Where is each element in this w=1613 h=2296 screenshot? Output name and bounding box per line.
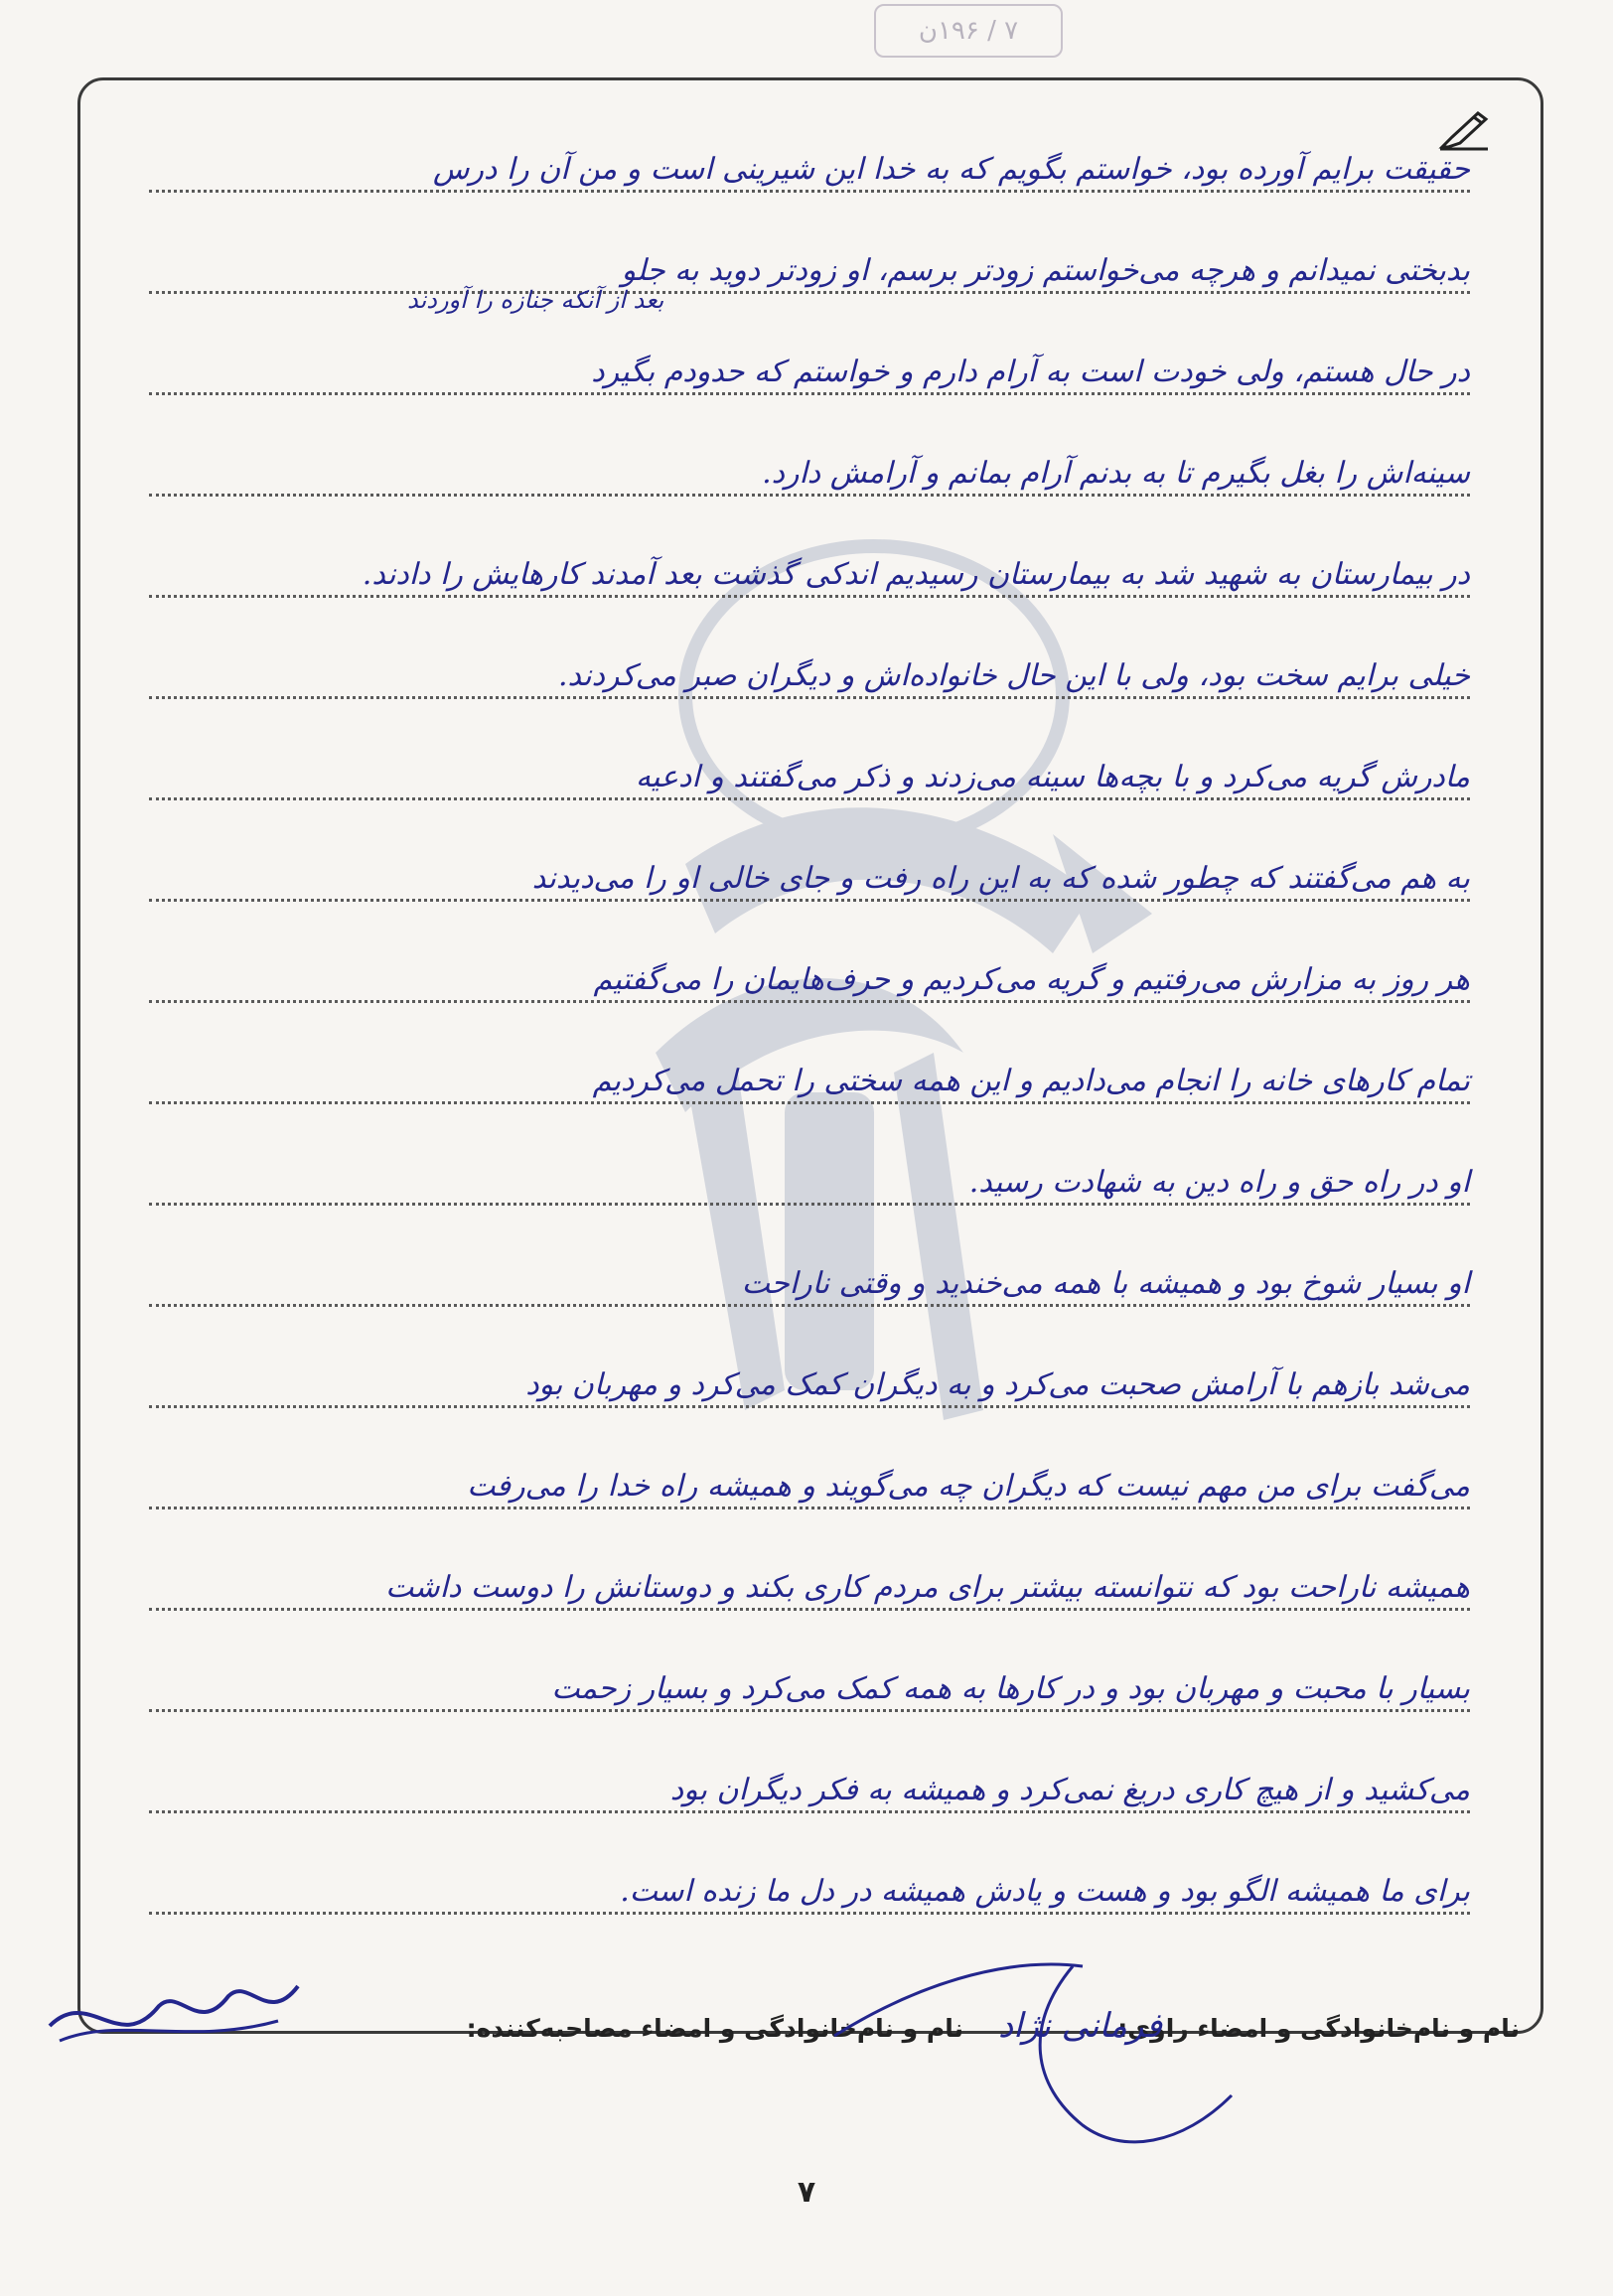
transcript-line: هر روز به مزارش می‌رفتیم و گریه می‌کردیم و حرف‌هایمان را می‌گفتیم (149, 914, 1470, 1011)
narrator-signature-label: نام و نام‌خانوادگی و امضاء راوی: (1117, 2014, 1520, 2043)
transcript-line: سینه‌اش را بغل بگیرم تا به بدنم آرام بمانم و آرامش دارد. (149, 407, 1470, 504)
archive-stamp: ۷ / ۱۹۶ن (874, 4, 1063, 58)
interviewer-signature-flourish (824, 1946, 1242, 2165)
transcript-line: در حال هستم، ولی خودت است به آرام دارم و خواستم که حدودم بگیرد (149, 306, 1470, 403)
transcript-line: در بیمارستان به شهید شد به بیمارستان رسیدیم اندکی گذشت بعد آمدند کارهایش را دادند. (149, 508, 1470, 606)
transcript-line: حقیقت برایم آورده بود، خواستم بگویم که به خدا این شیرینی است و من آن را درس (149, 103, 1470, 201)
transcript-line: به هم می‌گفتند که چطور شده که به این راه رفت و جای خالی او را می‌دیدند (149, 812, 1470, 910)
narrator-name: فرمانی نژاد (997, 2006, 1162, 2046)
transcript-line: همیشه ناراحت بود که نتوانسته بیشتر برای مردم کاری بکند و دوستانش را دوست داشت (149, 1521, 1470, 1619)
transcript-line: بسیار با محبت و مهربان بود و در کارها به همه کمک می‌کرد و بسیار زحمت (149, 1623, 1470, 1720)
transcript-line: برای ما همیشه الگو بود و هست و یادش همیشه در دل ما زنده است. (149, 1825, 1470, 1923)
page-number: ۷ (797, 2175, 816, 2210)
transcript-line: می‌کشید و از هیچ کاری دریغ نمی‌کرد و همیشه به فکر دیگران بود (149, 1724, 1470, 1821)
transcript-line: او در راه حق و راه دین به شهادت رسید. (149, 1116, 1470, 1214)
inserted-annotation: بعد از آنکه جنازه را آوردند (407, 286, 664, 314)
transcript-line: او بسیار شوخ بود و همیشه با همه می‌خندید و وقتی ناراحت (149, 1218, 1470, 1315)
interviewer-signature-label: نام و نام‌خانوادگی و امضاء مصاحبه‌کننده: (466, 2014, 963, 2043)
transcript-line: خیلی برایم سخت بود، ولی با این حال خانواده‌اش و دیگران صبر می‌کردند. (149, 610, 1470, 707)
transcript-line: می‌گفت برای من مهم نیست که دیگران چه می‌گویند و همیشه راه خدا را می‌رفت (149, 1420, 1470, 1517)
handwritten-transcript (149, 103, 1470, 1960)
transcript-line: بدبختی نمیدانم و هرچه می‌خواستم زودتر برسم، او زودتر دوید به جلو (149, 205, 1470, 302)
transcript-line: مادرش گریه می‌کرد و با بچه‌ها سینه می‌زدند و ذکر می‌گفتند و ادعیه (149, 711, 1470, 808)
transcript-line: می‌شد بازهم با آرامش صحبت می‌کرد و به دیگران کمک می‌کرد و مهربان بود (149, 1319, 1470, 1416)
handwritten-signature (30, 1946, 328, 2066)
transcript-line: تمام کارهای خانه را انجام می‌دادیم و این همه سختی را تحمل می‌کردیم (149, 1015, 1470, 1112)
